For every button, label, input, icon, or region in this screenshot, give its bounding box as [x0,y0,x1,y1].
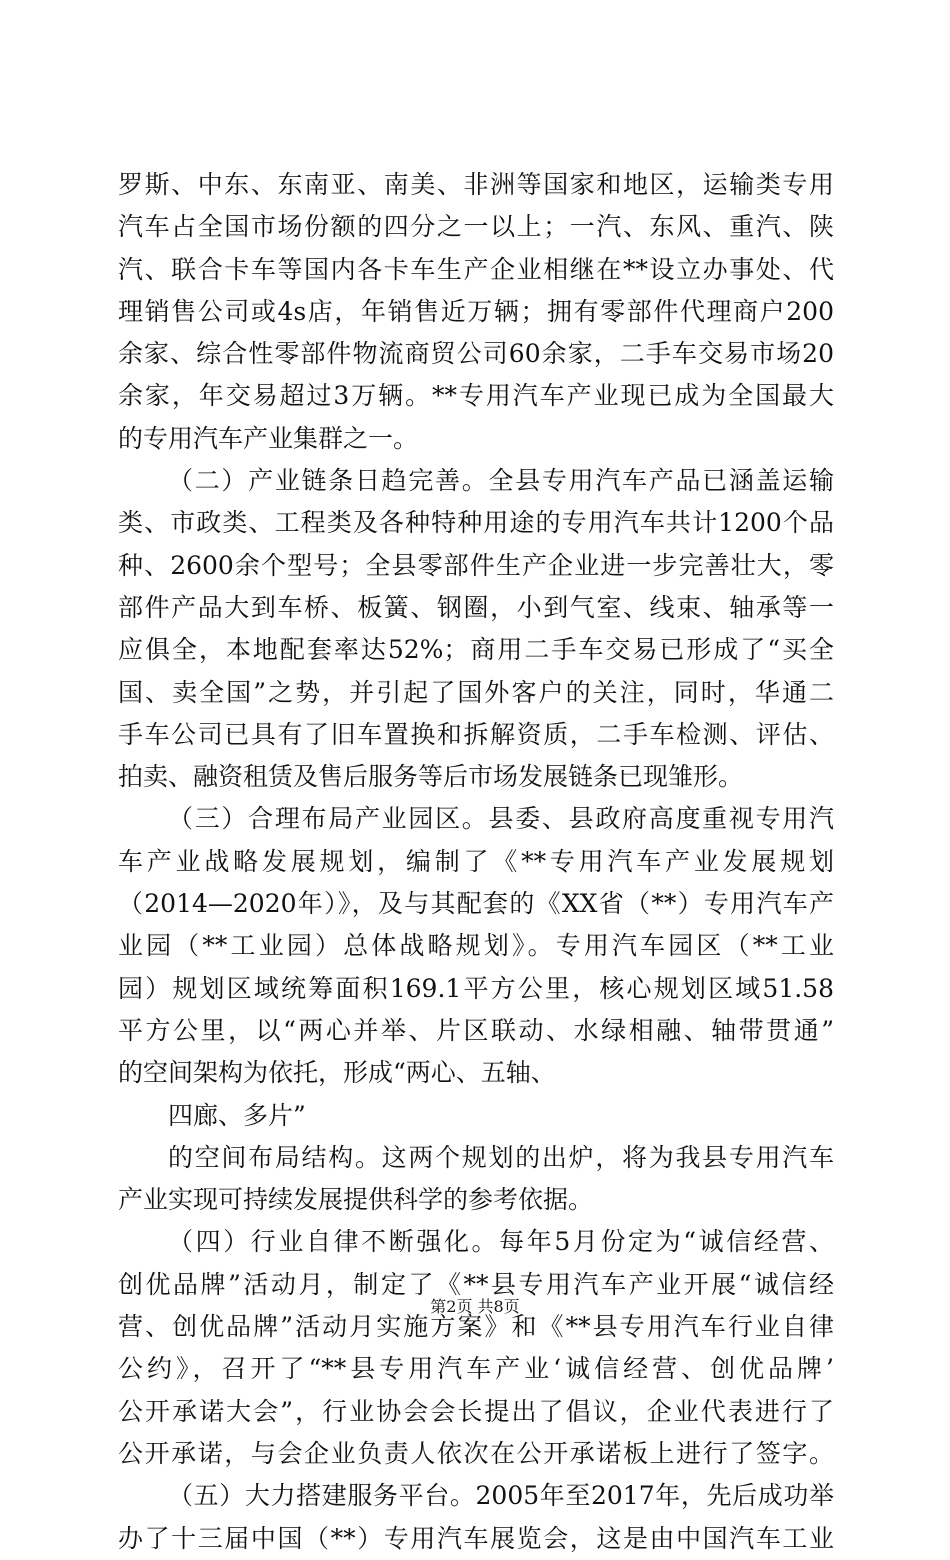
text-line: （2014—2020年）》，及与其配套的《XX省（**）专用汽车产 [118,889,834,919]
text-line: 应俱全，本地配套率达52%；商用二手车交易已形成了“买全 [118,635,834,665]
text-line: 创优品牌”活动月，制定了《**县专用汽车产业开展“诚信经 [118,1269,834,1299]
text-line: 手车公司已具有了旧车置换和拆解资质，二手车检测、评估、 [118,719,834,749]
text-line: 汽车占全国市场份额的四分之一以上；一汽、东风、重汽、陕 [118,212,834,242]
text-line: 车产业战略发展规划，编制了《**专用汽车产业发展规划 [118,846,834,876]
text-line: 营、创优品牌”活动月实施方案》和《**县专用汽车行业自律 [118,1312,834,1342]
text-line: 的空间架构为依托，形成“两心、五轴、 [118,1058,556,1088]
text-line: 四廊、多片” [168,1100,306,1130]
text-line: 业园（**工业园）总体战略规划》。专用汽车园区（**工业 [118,931,834,961]
document-body [118,164,834,1560]
text-line: 的空间布局结构。这两个规划的出炉，将为我县专用汽车 [168,1142,834,1172]
text-line: 类、市政类、工程类及各种特种用途的专用汽车共计1200个品 [118,508,834,538]
text-line: 公开承诺大会”，行业协会会长提出了倡议，企业代表进行了 [118,1396,834,1426]
text-line: 种、2600余个型号；全县零部件生产企业进一步完善壮大，零 [118,550,834,580]
text-line: 理销售公司或4s店，年销售近万辆；拥有零部件代理商户200 [118,296,834,326]
text-line: 罗斯、中东、东南亚、南美、非洲等国家和地区，运输类专用 [118,170,834,199]
text-line: 公开承诺，与会企业负责人依次在公开承诺板上进行了签字。 [118,1438,834,1468]
text-line: 产业实现可持续发展提供科学的参考依据。 [118,1185,594,1215]
text-line: 国、卖全国”之势，并引起了国外客户的关注，同时，华通二 [118,677,834,707]
page-number-footer: 第2页 共8页 [430,1297,520,1316]
text-line: 汽、联合卡车等国内各卡车生产企业相继在**设立办事处、代 [118,254,834,284]
text-line: 的专用汽车产业集群之一。 [118,423,419,453]
text-line: 公约》，召开了“**县专用汽车产业‘诚信经营、创优品牌’ [118,1354,834,1384]
text-line: 部件产品大到车桥、板簧、钢圈，小到气室、线束、轴承等一 [118,592,834,622]
text-line: 园）规划区域统筹面积169.1平方公里，核心规划区域51.58 [118,973,834,1003]
text-line: 余家、综合性零部件物流商贸公司60余家，二手车交易市场20 [118,339,834,369]
text-line: （五）大力搭建服务平台。2005年至2017年，先后成功举 [168,1481,834,1511]
text-line: （四）行业自律不断强化。每年5月份定为“诚信经营、 [168,1227,834,1257]
text-line: 办了十三届中国（**）专用汽车展览会，这是由中国汽车工业 [118,1523,834,1553]
text-line: （二）产业链条日趋完善。全县专用汽车产品已涵盖运输 [168,466,834,496]
text-line: 拍卖、融资租赁及售后服务等后市场发展链条已现雏形。 [118,762,744,792]
text-line: （三）合理布局产业园区。县委、县政府高度重视专用汽 [168,804,834,834]
text-line: 平方公里，以“两心并举、片区联动、水绿相融、轴带贯通” [118,1015,834,1045]
text-line: 余家，年交易超过3万辆。**专用汽车产业现已成为全国最大 [118,381,834,411]
